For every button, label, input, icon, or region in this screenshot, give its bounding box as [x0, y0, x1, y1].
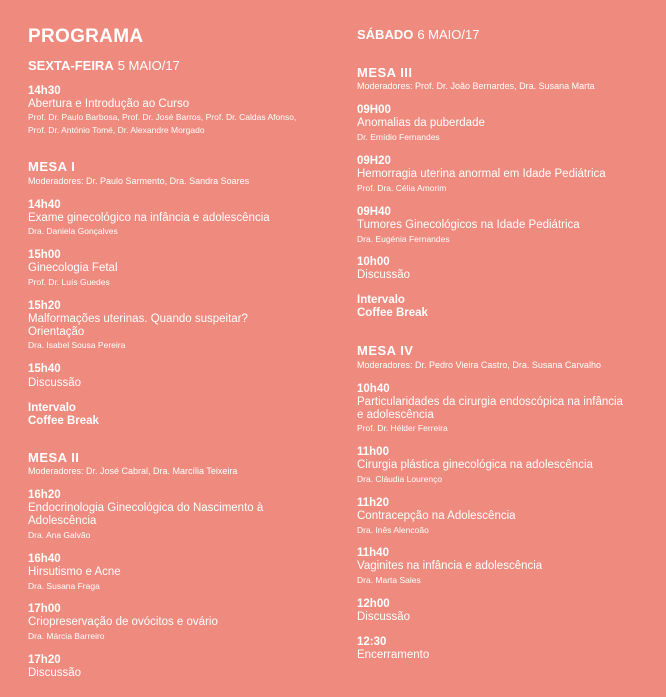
talk-speaker: Prof. Dra. Célia Amorim	[357, 183, 447, 193]
opening-time: 14h30	[28, 85, 61, 97]
talk-time: 17h00	[28, 603, 61, 615]
saturday-day-label: SÁBADO	[357, 27, 414, 42]
talk-time: 16h40	[28, 553, 61, 565]
opening-speakers-line2: Prof. Dr. António Tomé, Dr. Alexandre Morgado	[28, 125, 205, 135]
talk-time: 12:30	[357, 636, 387, 648]
opening-speakers-line1: Prof. Dr. Paulo Barbosa, Prof. Dr. José Barros, Prof. Dr. Caldas Afonso,	[28, 112, 297, 122]
talk-speaker: Dra. Daniela Gonçalves	[28, 226, 118, 236]
talk-title-line2: Adolescência	[28, 515, 97, 527]
talk-time: 09H20	[357, 155, 391, 167]
talk-time: 09H40	[357, 206, 391, 218]
talk-speaker: Dra. Cláudia Lourenço	[357, 474, 443, 484]
opening-title: Abertura e Introdução ao Curso	[28, 98, 190, 110]
talk-speaker: Prof. Dr. Luís Guedes	[28, 277, 110, 287]
talk-time: 17h20	[28, 654, 61, 666]
mesa4-heading: MESA IV	[357, 343, 414, 358]
friday-day-label: SEXTA-FEIRA	[28, 58, 114, 73]
break-title: Coffee Break	[28, 415, 99, 427]
talk-title: Contracepção na Adolescência	[357, 510, 516, 522]
talk-time: 12h00	[357, 598, 390, 610]
talk-title: Discussão	[357, 611, 411, 623]
talk-title-line2: e adolescência	[357, 409, 434, 421]
talk-time: 15h20	[28, 300, 61, 312]
talk-speaker: Prof. Dr. Hélder Ferreira	[357, 423, 448, 433]
talk-title: Criopreservação de ovócitos e ovário	[28, 616, 218, 628]
talk-title-line1: Malformações uterinas. Quando suspeitar?	[28, 313, 248, 325]
talk-time: 10h40	[357, 383, 390, 395]
mesa1-moderators: Moderadores: Dr. Paulo Sarmento, Dra. Sandra Soares	[28, 176, 250, 186]
mesa3-heading: MESA III	[357, 65, 413, 80]
talk-title: Tumores Ginecológicos na Idade Pediátrica	[357, 219, 580, 231]
program-heading: PROGRAMA	[28, 26, 144, 47]
talk-speaker: Dra. Marta Sales	[357, 575, 421, 585]
talk-title: Discussão	[28, 667, 82, 679]
break-label: Intervalo	[357, 294, 405, 306]
talk-time: 16h20	[28, 489, 61, 501]
mesa4-moderators: Moderadores: Dr. Pedro Vieira Castro, Dra. Susana Carvalho	[357, 360, 601, 370]
talk-title: Discussão	[28, 377, 82, 389]
saturday-day-heading	[357, 27, 479, 42]
talk-title: Discussão	[357, 269, 411, 281]
talk-time: 15h40	[28, 363, 61, 375]
mesa2-moderators: Moderadores: Dr. José Cabral, Dra. Marcília Teixeira	[28, 466, 238, 476]
talk-title: Ginecologia Fetal	[28, 262, 118, 274]
mesa3-moderators: Moderadores: Prof. Dr. João Bernardes, Dra. Susana Marta	[357, 81, 595, 91]
talk-time: 09H00	[357, 104, 391, 116]
talk-title: Hirsutismo e Acne	[28, 566, 121, 578]
talk-title: Encerramento	[357, 649, 430, 661]
mesa2-heading: MESA II	[28, 450, 80, 465]
talk-title: Exame ginecológico na infância e adolescência	[28, 212, 270, 224]
talk-title: Cirurgia plástica ginecológica na adolescência	[357, 459, 593, 471]
talk-title: Hemorragia uterina anormal em Idade Pediátrica	[357, 168, 606, 180]
talk-speaker: Dra. Inês Alencoão	[357, 525, 429, 535]
talk-speaker: Dra. Isabel Sousa Pereira	[28, 340, 126, 350]
mesa1-heading: MESA I	[28, 159, 76, 174]
talk-speaker: Dra. Márcia Barreiro	[28, 631, 105, 641]
talk-speaker: Dr. Emídio Fernandes	[357, 132, 440, 142]
talk-time: 15h00	[28, 249, 61, 261]
talk-time: 11h00	[357, 446, 389, 458]
break-title: Coffee Break	[357, 307, 428, 319]
talk-title: Vaginites na infância e adolescência	[357, 560, 543, 572]
saturday-date: 6 MAIO/17	[417, 27, 480, 42]
break-label: Intervalo	[28, 402, 76, 414]
friday-day-heading	[28, 58, 180, 73]
talk-time: 14h40	[28, 199, 61, 211]
talk-title-line1: Particularidades da cirurgia endoscópica na infância	[357, 396, 623, 408]
talk-time: 10h00	[357, 256, 390, 268]
talk-time: 11h20	[357, 497, 389, 509]
talk-title-line1: Endocrinologia Ginecológica do Nascimento à	[28, 502, 264, 514]
talk-speaker: Dra. Ana Galvão	[28, 530, 91, 540]
friday-date: 5 MAIO/17	[117, 58, 180, 73]
talk-speaker: Dra. Susana Fraga	[28, 581, 100, 591]
talk-time: 11h40	[357, 547, 389, 559]
talk-speaker: Dra. Eugénia Fernandes	[357, 234, 450, 244]
talk-title: Anomalias da puberdade	[357, 117, 485, 129]
talk-title-line2: Orientação	[28, 326, 85, 338]
